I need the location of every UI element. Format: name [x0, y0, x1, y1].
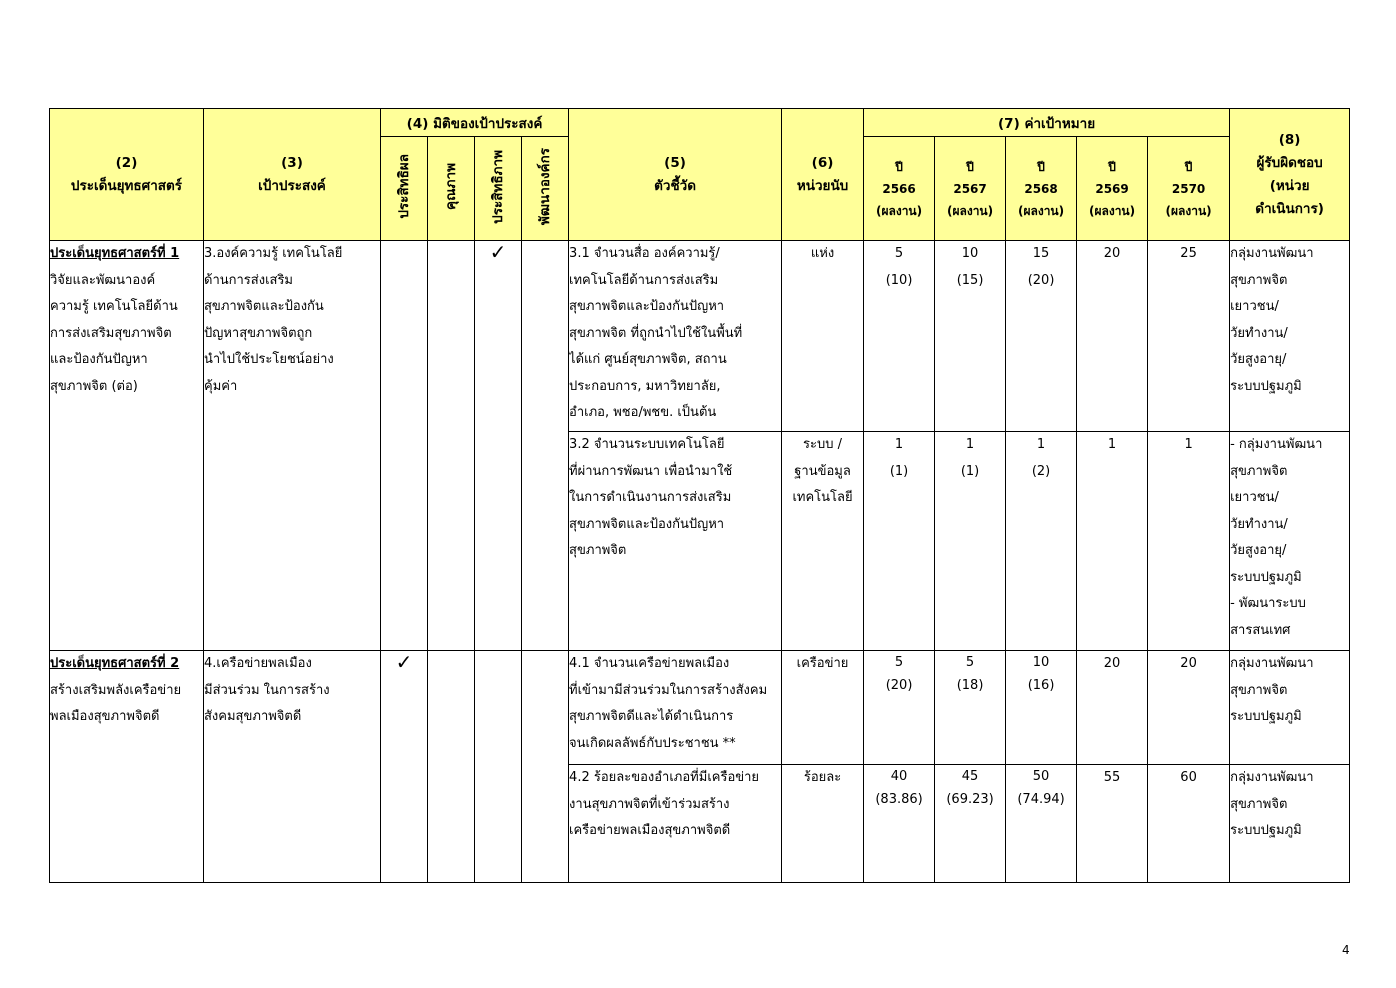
header-unit: (6) หน่วยนับ: [782, 109, 864, 241]
check-mark-effectiveness: ✓: [381, 651, 428, 883]
unit-cell: ระบบ / ฐานข้อมูล เทคโนโลยี: [782, 432, 864, 651]
header-year-2570: ปี 2570 (ผลงาน): [1148, 137, 1230, 241]
header-dimension-efficiency: ประสิทธิภาพ: [475, 137, 522, 241]
header-dimension-effectiveness: ประสิทธิผล: [381, 137, 428, 241]
goal-cell: 3.องค์ความรู้ เทคโนโลยี ด้านการส่งเสริม สุขภาพจิตและป้องกัน ปัญหาสุขภาพจิตถูก นำไปใช้ประโยชน์อย่าง คุ้มค่า: [204, 241, 381, 651]
target-2569: 20: [1077, 241, 1148, 432]
dimension-quality-cell: [428, 241, 475, 651]
indicator-cell: 3.2 จำนวนระบบเทคโนโลยี ที่ผ่านการพัฒนา เพื่อนำมาใช้ ในการดำเนินงานการส่งเสริม สุขภาพจิตและป้องกันปัญหา สุขภาพจิต: [569, 432, 782, 651]
header-goal: (3) เป้าประสงค์: [204, 109, 381, 241]
target-2569: 55: [1077, 765, 1148, 883]
strategy-cell: ประเด็นยุทธศาสตร์ที่ 2 สร้างเสริมพลังเครือข่าย พลเมืองสุขภาพจิตดี: [50, 651, 204, 883]
owner-cell: กลุ่มงานพัฒนา สุขภาพจิต ระบบปฐมภูมิ: [1230, 765, 1350, 883]
header-dimension-org-development: พัฒนาองค์กร: [522, 137, 569, 241]
dimension-efficiency-cell: [475, 651, 522, 883]
dimension-quality-cell: [428, 651, 475, 883]
header-target: (7) ค่าเป้าหมาย: [864, 109, 1230, 137]
target-2567: 5 (18): [935, 651, 1006, 765]
dimension-org-cell: [522, 241, 569, 651]
indicator-cell: 3.1 จำนวนสื่อ องค์ความรู้/ เทคโนโลยีด้านการส่งเสริม สุขภาพจิตและป้องกันปัญหา สุขภาพจิต ที่ถูกนำไปใช้ในพื้นที่ ได้แก่ ศูนย์สุขภาพจิต, สถาน ประกอบการ, มหาวิทยาลัย, อำเภอ, พชอ/พชข. เป็นต้น: [569, 241, 782, 432]
dimension-org-cell: [522, 651, 569, 883]
check-mark-efficiency: ✓: [475, 241, 522, 651]
unit-cell: ร้อยละ: [782, 765, 864, 883]
indicator-cell: 4.2 ร้อยละของอำเภอที่มีเครือข่าย งานสุขภาพจิตที่เข้าร่วมสร้าง เครือข่ายพลเมืองสุขภาพจิตดี: [569, 765, 782, 883]
header-year-2569: ปี 2569 (ผลงาน): [1077, 137, 1148, 241]
header-indicator: (5) ตัวชี้วัด: [569, 109, 782, 241]
strategy-cell: ประเด็นยุทธศาสตร์ที่ 1 วิจัยและพัฒนาองค์ ความรู้ เทคโนโลยีด้าน การส่งเสริมสุขภาพจิต และป้องกันปัญหา สุขภาพจิต (ต่อ): [50, 241, 204, 651]
owner-cell: - กลุ่มงานพัฒนา สุขภาพจิต เยาวชน/ วัยทำงาน/ วัยสูงอายุ/ ระบบปฐมภูมิ - พัฒนาระบบ สารสนเทศ: [1230, 432, 1350, 651]
target-2566: 5 (10): [864, 241, 935, 432]
header-owner: (8) ผู้รับผิดชอบ (หน่วย ดำเนินการ): [1230, 109, 1350, 241]
target-2570: 20: [1148, 651, 1230, 765]
indicator-cell: 4.1 จำนวนเครือข่ายพลเมือง ที่เข้ามามีส่วนร่วมในการสร้างสังคม สุขภาพจิตดีและได้ดำเนินการ จนเกิดผลลัพธ์กับประชาชน **: [569, 651, 782, 765]
target-2567: 1 (1): [935, 432, 1006, 651]
target-2566: 1 (1): [864, 432, 935, 651]
target-2568: 50 (74.94): [1006, 765, 1077, 883]
strategy-table: [49, 108, 1350, 883]
unit-cell: เครือข่าย: [782, 651, 864, 765]
target-2567: 45 (69.23): [935, 765, 1006, 883]
target-2568: 10 (16): [1006, 651, 1077, 765]
target-2567: 10 (15): [935, 241, 1006, 432]
target-2569: 20: [1077, 651, 1148, 765]
unit-cell: แห่ง: [782, 241, 864, 432]
goal-cell: 4.เครือข่ายพลเมือง มีส่วนร่วม ในการสร้าง สังคมสุขภาพจิตดี: [204, 651, 381, 883]
header-year-2567: ปี 2567 (ผลงาน): [935, 137, 1006, 241]
target-2566: 5 (20): [864, 651, 935, 765]
header-year-2568: ปี 2568 (ผลงาน): [1006, 137, 1077, 241]
header-strategy: (2) ประเด็นยุทธศาสตร์: [50, 109, 204, 241]
owner-cell: กลุ่มงานพัฒนา สุขภาพจิต เยาวชน/ วัยทำงาน/ วัยสูงอายุ/ ระบบปฐมภูมิ: [1230, 241, 1350, 432]
target-2570: 60: [1148, 765, 1230, 883]
target-2568: 15 (20): [1006, 241, 1077, 432]
table-row: [50, 651, 1350, 765]
header-dimension: (4) มิติของเป้าประสงค์: [381, 109, 569, 137]
target-2570: 25: [1148, 241, 1230, 432]
page-number: 4: [1342, 943, 1350, 957]
dimension-effectiveness-cell: [381, 241, 428, 651]
target-2568: 1 (2): [1006, 432, 1077, 651]
header-year-2566: ปี 2566 (ผลงาน): [864, 137, 935, 241]
target-2569: 1: [1077, 432, 1148, 651]
table-row: [50, 241, 1350, 432]
owner-cell: กลุ่มงานพัฒนา สุขภาพจิต ระบบปฐมภูมิ: [1230, 651, 1350, 765]
target-2570: 1: [1148, 432, 1230, 651]
header-dimension-quality: คุณภาพ: [428, 137, 475, 241]
target-2566: 40 (83.86): [864, 765, 935, 883]
